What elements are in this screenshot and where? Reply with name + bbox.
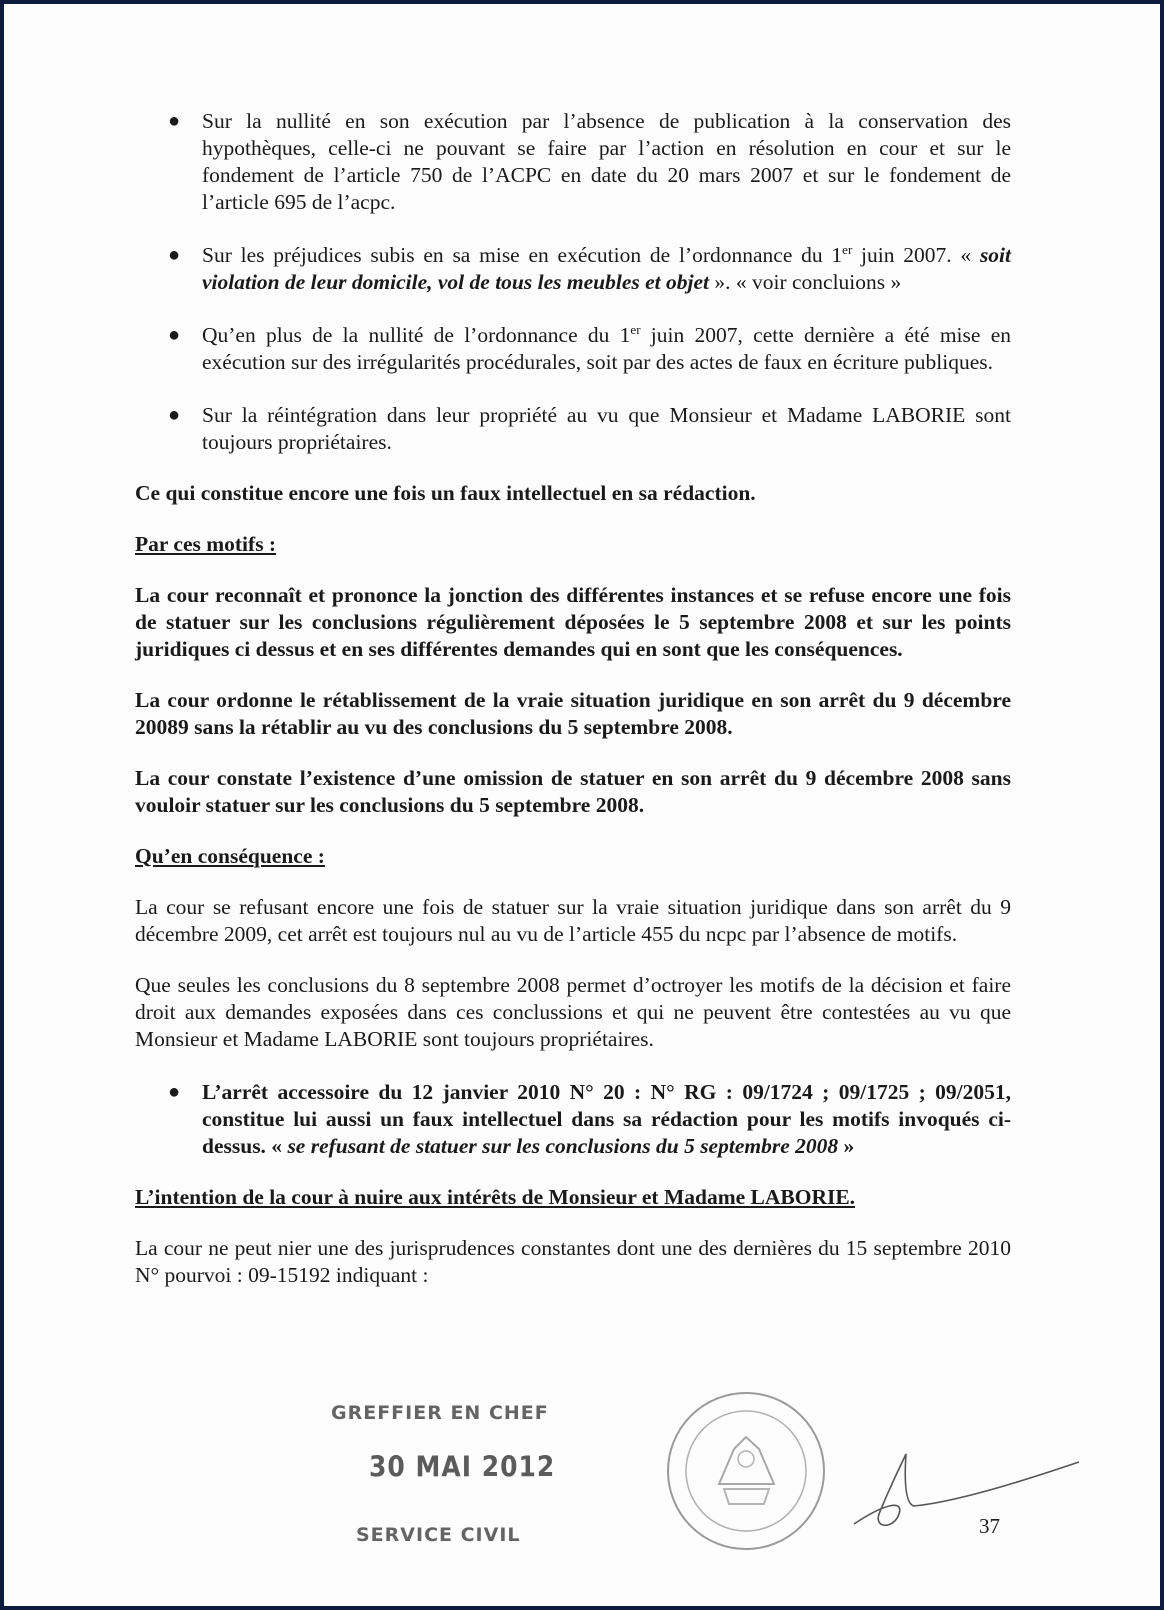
bullet-dot-icon: ●	[168, 244, 181, 266]
bullet-item	[135, 242, 1011, 296]
bullet-quote: soit violation de leur domicile, vol de tous les meubles et objet	[202, 243, 1012, 294]
bullet-text: Sur les préjudices subis en sa mise en exécution de l’ordonnance du 1	[202, 243, 843, 267]
bullet-text: Sur la réintégration dans leur propriété au vu que Monsieur et Madame LABORIE sont toujours propriétaires.	[202, 403, 1011, 454]
bullet-text: »	[838, 1134, 855, 1158]
bullet-text: Qu’en plus de la nullité de l’ordonnance du 1	[202, 323, 631, 347]
motif-paragraph: La cour ordonne le rétablissement de la vraie situation juridique en son arrêt du 9 décembre 20089 sans la rétablir au vu des conclusions du 5 septembre 2008.	[135, 688, 1011, 739]
bullet-item	[135, 108, 1011, 216]
stamp-service: SERVICE CIVIL	[356, 1524, 521, 1546]
bullet-item	[135, 402, 1011, 456]
bullet-text: L’arrêt accessoire du 12 janvier 2010 N° 20 : N° RG : 09/1724 ; 09/1725 ; 09/2051, constitue lui aussi un faux intellectuel dans sa rédaction pour les motifs invoqués ci-dessus. «	[202, 1080, 1011, 1158]
superscript: er	[630, 322, 641, 337]
page-number: 37	[979, 1514, 1000, 1538]
heading-motifs: Par ces motifs :	[135, 532, 277, 556]
bullet-text: Sur la nullité en son exécution par l’absence de publication à la conservation des hypothèques, celle-ci ne pouvant se faire par l’action en résolution en cour et sur le fondement de l’article 750 de l’ACPC en date du 20 mars 2007 et sur le fondement de l’article 695 de l’acpc.	[202, 109, 1011, 214]
bullet-text: juin 2007, cette dernière a été mise en exécution sur des irrégularités procédurales, soit par des actes de faux en écriture publiques.	[202, 323, 1011, 374]
bullet-text: ». « voir concluions »	[708, 270, 902, 294]
statement-faux: Ce qui constitue encore une fois un faux intellectuel en sa rédaction.	[135, 481, 756, 505]
page-content	[135, 108, 1011, 1289]
signature-icon	[844, 1444, 1084, 1544]
motif-paragraph: La cour constate l’existence d’une omission de statuer en son arrêt du 9 décembre 2008 sans vouloir statuer sur les conclusions du 5 septembre 2008.	[135, 766, 1011, 817]
final-paragraph: La cour ne peut nier une des jurisprudences constantes dont une des dernières du 15 septembre 2010 N° pourvoi : 09-15192 indiquant :	[135, 1236, 1011, 1287]
stamp-date: 30 MAI 2012	[369, 1449, 556, 1484]
heading-consequence: Qu’en conséquence :	[135, 844, 325, 868]
bullet-item-arret	[135, 1079, 1011, 1160]
bullet-quote: se refusant de statuer sur les conclusions du 5 septembre 2008	[287, 1134, 839, 1158]
bullet-text: juin 2007. «	[852, 243, 980, 267]
stamp-greffier: GREFFIER EN CHEF	[331, 1402, 549, 1424]
motif-paragraph: La cour reconnaît et prononce la jonction des différentes instances et se refuse encore une fois de statuer sur les conclusions régulièrement déposées le 5 septembre 2008 et sur les points juridiques ci dessus et en ses différentes demandes qui en sont que les conséquences.	[135, 583, 1011, 661]
court-seal-icon	[664, 1389, 829, 1554]
bullet-dot-icon: ●	[168, 324, 181, 346]
bullet-dot-icon: ●	[168, 1081, 181, 1103]
bullet-item	[135, 322, 1011, 376]
consequence-paragraph: Que seules les conclusions du 8 septembre 2008 permet d’octroyer les motifs de la décision et faire droit aux demandes exposées dans ces conclussions et qui ne peuvent être contestées au vu que Monsieur et Madame LABORIE sont toujours propriétaires.	[135, 973, 1011, 1051]
superscript: er	[842, 242, 853, 257]
heading-intention: L’intention de la cour à nuire aux intérêts de Monsieur et Madame LABORIE.	[135, 1185, 856, 1209]
consequence-paragraph: La cour se refusant encore une fois de statuer sur la vraie situation juridique dans son arrêt du 9 décembre 2009, cet arrêt est toujours nul au vu de l’article 455 du ncpc par l’absence de motifs.	[135, 895, 1011, 946]
bullet-dot-icon: ●	[168, 404, 181, 426]
bullet-dot-icon: ●	[168, 110, 181, 132]
